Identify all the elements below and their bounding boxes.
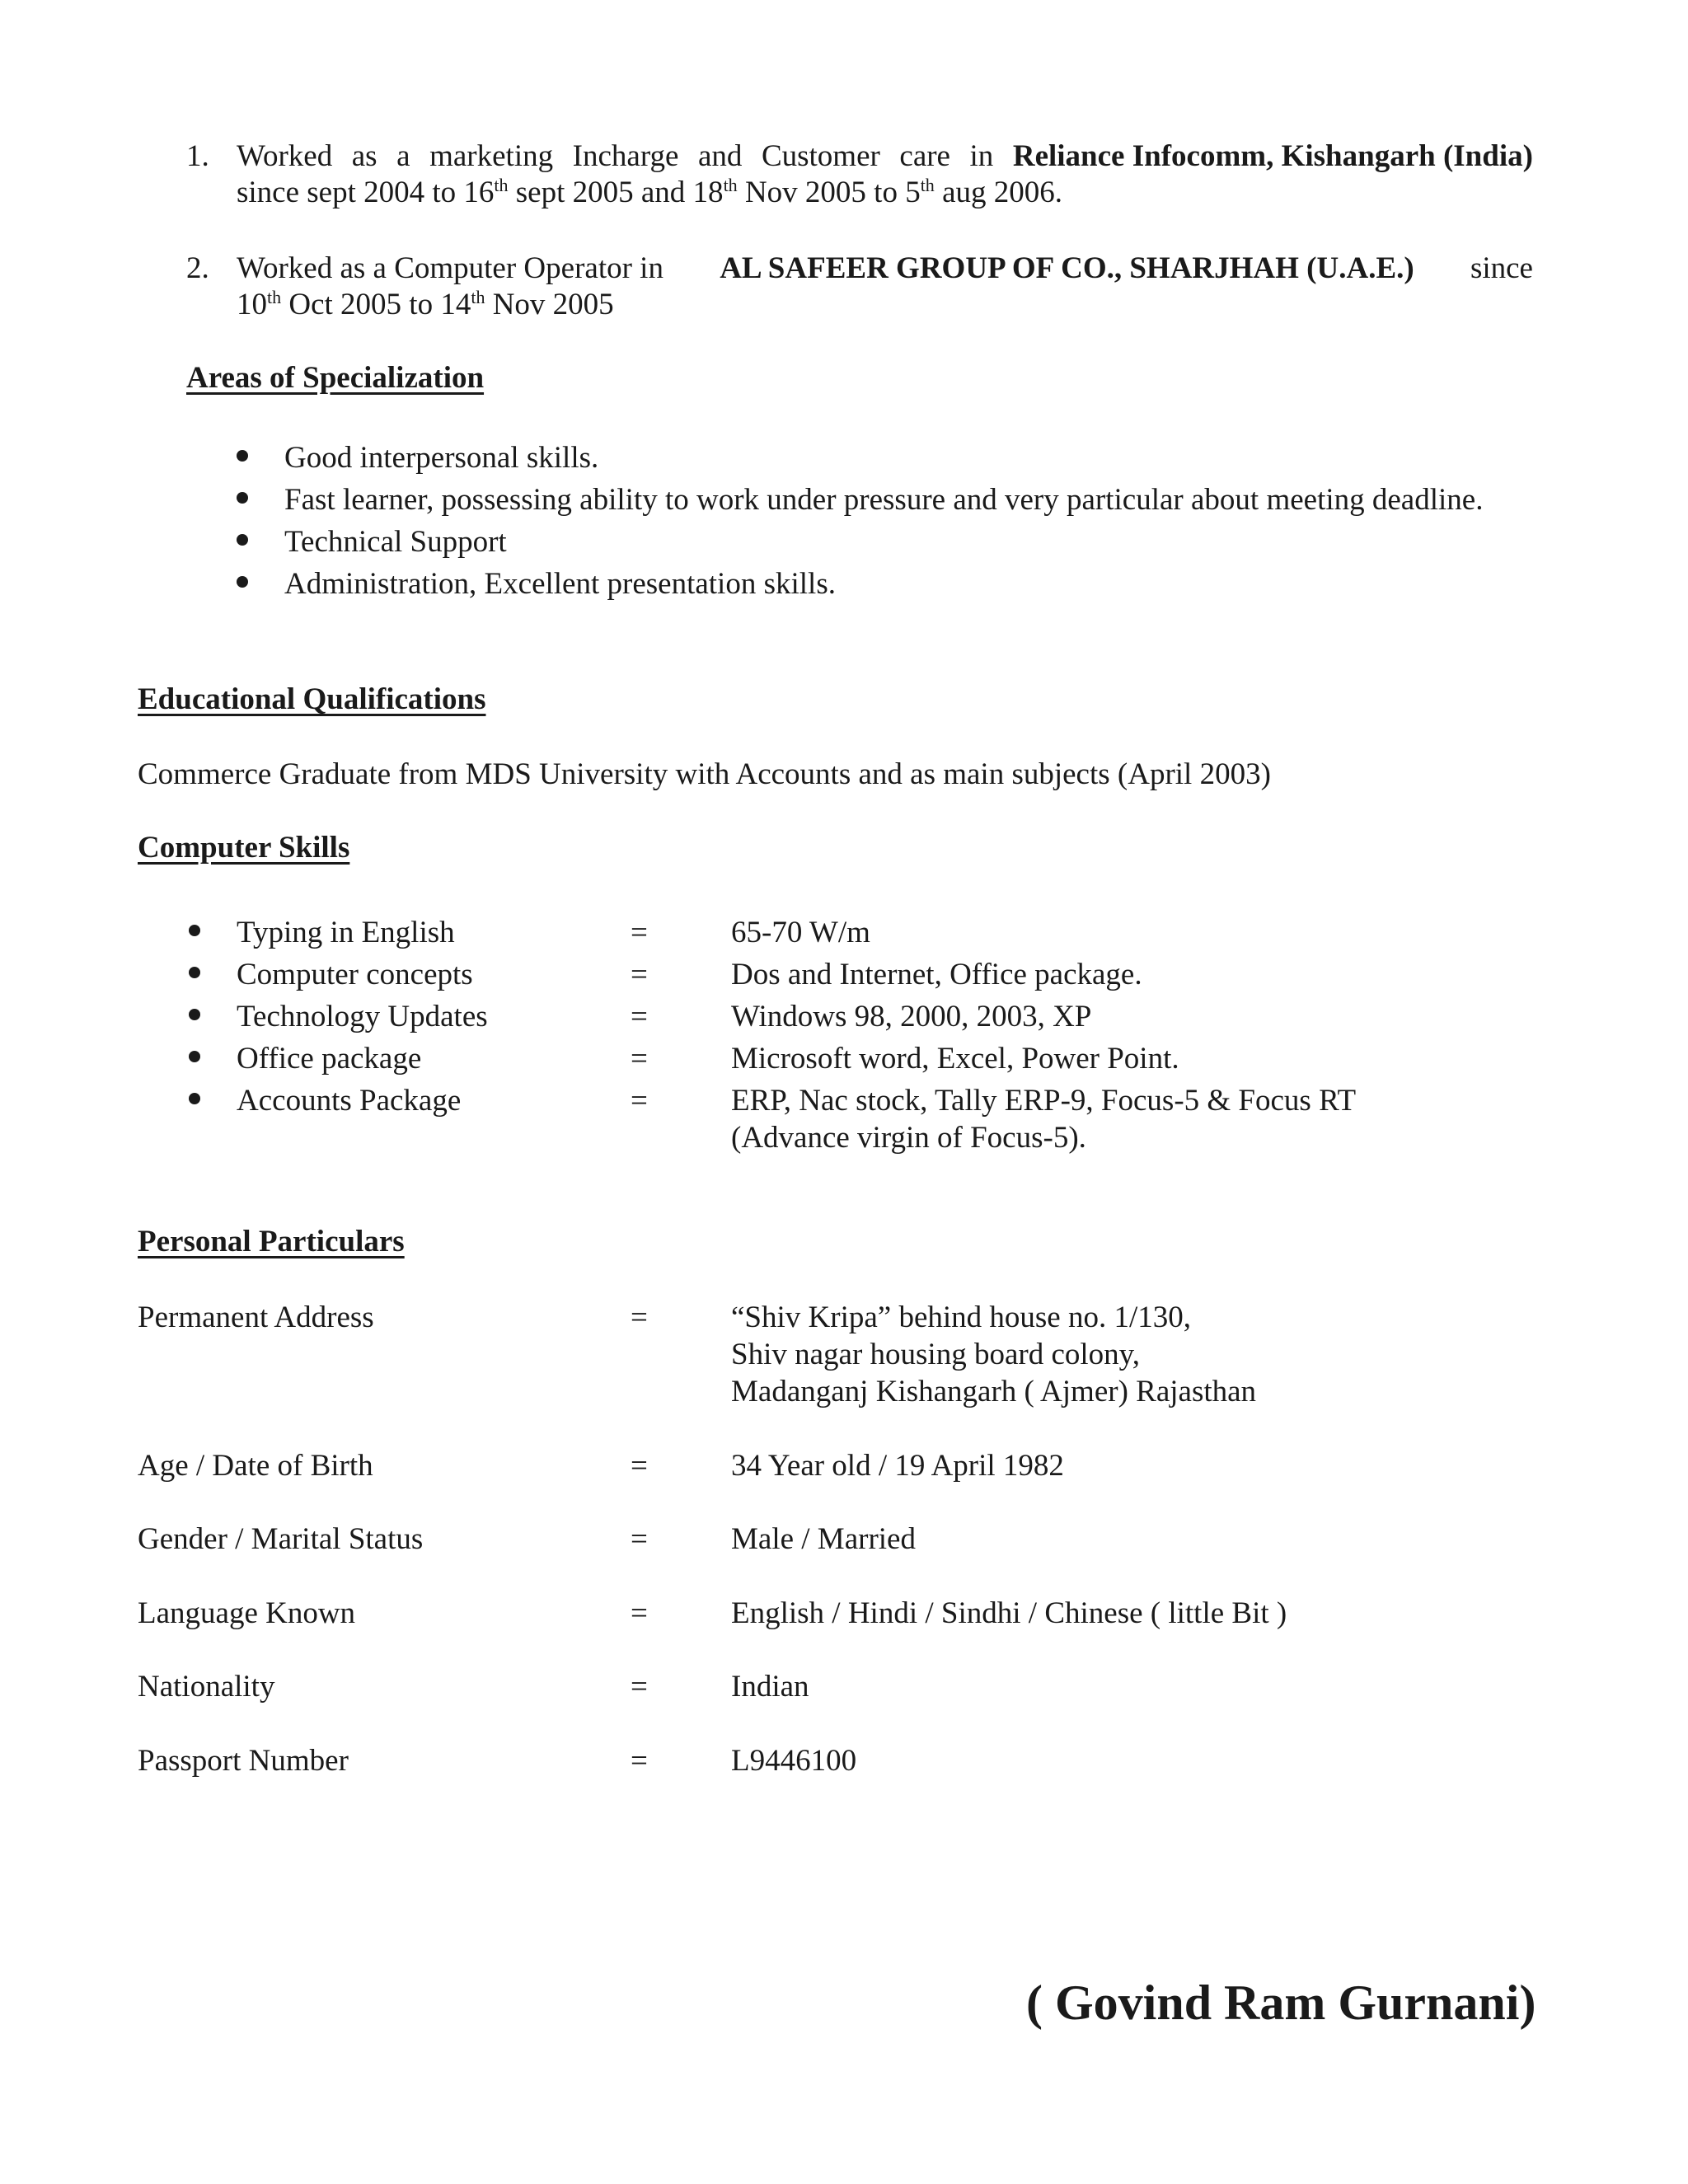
- education-heading: Educational Qualifications: [138, 682, 486, 716]
- company-name: AL SAFEER GROUP OF CO., SHARJHAH (U.A.E.): [720, 251, 1414, 285]
- list-number: 1.: [186, 139, 209, 173]
- bullet-icon: [237, 534, 248, 546]
- signature-name: ( Govind Ram Gurnani): [1026, 1975, 1536, 2030]
- experience-dates: since sept 2004 to 16th sept 2005 and 18th Nov 2005 to 5th aug 2006.: [237, 175, 1062, 209]
- bullet-icon: [189, 925, 200, 936]
- specialization-heading: Areas of Specialization: [186, 361, 485, 395]
- personal-heading: Personal Particulars: [138, 1225, 405, 1258]
- bullet-icon: [189, 1051, 200, 1062]
- company-name: Reliance Infocomm, Kishangarh (India): [1012, 139, 1533, 173]
- computer-skills-heading: Computer Skills: [138, 831, 350, 865]
- bullet-icon: [237, 450, 248, 462]
- bullet-icon: [189, 1009, 200, 1020]
- bullet-icon: [189, 967, 200, 978]
- bullet-icon: [237, 576, 248, 588]
- experience-dates: 10th Oct 2005 to 14th Nov 2005: [237, 287, 614, 321]
- education-text: Commerce Graduate from MDS University with Accounts and as main subjects (April 2003): [138, 757, 1271, 791]
- experience-line-1: Worked as a Computer Operator in AL SAFEER GROUP OF CO., SHARJHAH (U.A.E.) since: [237, 251, 1533, 285]
- bullet-icon: [237, 492, 248, 504]
- experience-line-1: Worked as a marketing Incharge and Customer care in Reliance Infocomm, Kishangarh (India): [237, 139, 1533, 173]
- bullet-icon: [189, 1093, 200, 1104]
- list-number: 2.: [186, 251, 209, 285]
